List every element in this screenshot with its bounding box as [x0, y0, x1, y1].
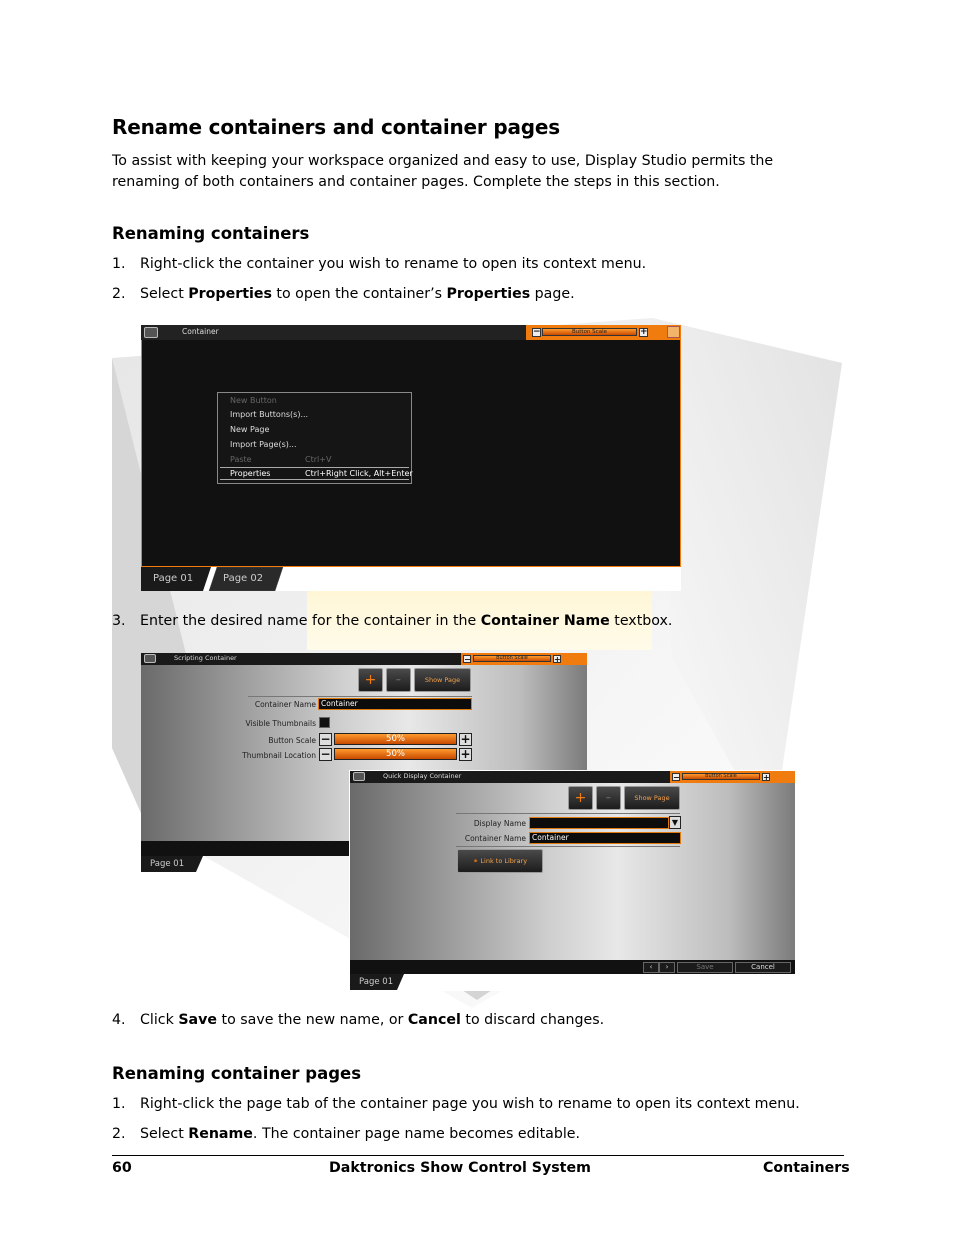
scale-minus-button[interactable]: − [533, 327, 541, 337]
step-text: Right-click the page tab of the container page you wish to rename to open its context menu. [140, 1096, 800, 1112]
button-scale-slider[interactable]: Button Scale [542, 328, 637, 336]
window-icon [144, 654, 156, 663]
link-icon: ⚭ [472, 857, 481, 865]
thumbnail-location-label: Thumbnail Location [242, 751, 316, 760]
container-name-field[interactable]: Container [318, 698, 472, 710]
divider [456, 846, 680, 847]
menu-shortcut-properties: Ctrl+Right Click, Alt+Enter [305, 469, 413, 478]
step-text: Select [140, 286, 189, 302]
step-bold: Rename [188, 1126, 253, 1142]
tab-page-01[interactable]: Page 01 [150, 859, 185, 869]
scale-plus-button[interactable]: + [640, 327, 648, 337]
previous-arrow-button[interactable]: ‹ [643, 962, 659, 973]
add-page-button[interactable] [358, 668, 383, 692]
button-scale-plus[interactable]: + [460, 732, 471, 746]
maximize-icon[interactable] [667, 326, 680, 338]
menu-shortcut-paste: Ctrl+V [305, 455, 332, 464]
container-name-field[interactable]: Container [529, 832, 681, 844]
remove-page-icon: − [395, 676, 402, 684]
context-menu [217, 392, 412, 484]
window-titlebar [141, 325, 530, 340]
scale-minus-button[interactable]: − [673, 773, 680, 782]
step-4 [112, 1012, 604, 1028]
window-title: Scripting Container [174, 654, 237, 662]
menu-item-properties[interactable]: Properties [230, 469, 271, 478]
step-3 [112, 613, 672, 629]
step-number: 2. [112, 286, 126, 302]
step-bold: Cancel [407, 1012, 461, 1028]
step-text: Select [140, 1126, 189, 1142]
step-number: 2. [112, 1126, 126, 1142]
step-number: 4. [112, 1012, 126, 1028]
scale-plus-button[interactable]: + [763, 773, 770, 782]
thumbnail-location-bar[interactable]: 50% [334, 748, 457, 760]
divider [456, 813, 680, 814]
remove-page-button[interactable] [596, 786, 621, 810]
step-bold: Save [178, 1012, 217, 1028]
display-name-label: Display Name [473, 819, 526, 828]
section-heading-renaming-containers: Renaming containers [112, 224, 310, 243]
link-to-library-button[interactable] [457, 849, 543, 873]
page-number: 60 [112, 1160, 132, 1176]
window-title: Container [182, 327, 219, 336]
button-scale-label: Button Scale [268, 736, 316, 745]
panel-footer [141, 841, 352, 856]
save-button[interactable]: Save [677, 962, 733, 973]
button-scale-minus[interactable]: − [320, 732, 331, 746]
step-1 [112, 256, 646, 272]
footer-title: Daktronics Show Control System [329, 1160, 591, 1176]
step-2 [112, 286, 575, 302]
divider [248, 696, 472, 697]
button-scale-slider[interactable]: Button Scale [473, 655, 551, 662]
step-text: Click [140, 1012, 179, 1028]
window-titlebar [141, 653, 461, 665]
menu-item-import-buttons[interactable]: Import Buttons(s)... [230, 410, 309, 419]
window-title: Quick Display Container [383, 772, 462, 780]
add-page-button[interactable] [568, 786, 593, 810]
button-scale-bar[interactable]: 50% [334, 733, 457, 745]
tab-page-01[interactable]: Page 01 [153, 573, 194, 584]
step-bold: Properties [446, 286, 531, 302]
step-1-pages [112, 1096, 800, 1112]
tab-page-01[interactable]: Page 01 [359, 977, 394, 987]
remove-page-button[interactable] [386, 668, 411, 692]
next-arrow-button[interactable]: › [659, 962, 675, 973]
scale-minus-button[interactable]: − [464, 655, 471, 664]
visible-thumbnails-checkbox[interactable] [319, 717, 330, 728]
footer-section: Containers [763, 1160, 850, 1176]
step-number: 1. [112, 1096, 126, 1112]
step-text: page. [530, 286, 575, 302]
step-number: 3. [112, 613, 126, 629]
remove-page-icon: − [605, 794, 612, 802]
display-name-dropdown[interactable] [529, 817, 669, 829]
window-titlebar [350, 771, 670, 783]
step-text: to open the container’s [271, 286, 447, 302]
step-bold: Properties [188, 286, 272, 302]
step-text: Right-click the container you wish to rename to open its context menu. [140, 256, 647, 272]
visible-thumbnails-label: Visible Thumbnails [245, 719, 316, 728]
link-to-library-label: Link to Library [480, 857, 528, 865]
container-name-label: Container Name [464, 834, 526, 843]
menu-item-import-pages[interactable]: Import Page(s)... [230, 440, 297, 449]
section-heading-renaming-container-pages: Renaming container pages [112, 1064, 362, 1083]
thumbnail-location-plus[interactable]: + [460, 747, 471, 761]
dropdown-arrow-icon[interactable]: ▼ [669, 816, 681, 829]
cancel-button[interactable]: Cancel [735, 962, 791, 973]
menu-item-new-button[interactable]: New Button [230, 396, 277, 405]
thumbnail-location-minus[interactable]: − [320, 747, 331, 761]
step-number: 1. [112, 256, 126, 272]
window-icon [353, 772, 365, 781]
step-2-pages [112, 1126, 580, 1142]
footer-rule [112, 1155, 844, 1156]
button-scale-slider[interactable]: Button Scale [682, 773, 760, 780]
scale-plus-button[interactable]: + [554, 655, 561, 664]
menu-item-paste[interactable]: Paste [230, 455, 252, 464]
container-name-label: Container Name [254, 700, 316, 709]
show-page-button[interactable]: Show Page [414, 668, 471, 692]
add-page-icon: + [574, 790, 587, 806]
menu-item-new-page[interactable]: New Page [230, 425, 270, 434]
add-page-icon: + [364, 672, 377, 688]
step-text: to discard changes. [460, 1012, 605, 1028]
step-text: to save the new name, or [217, 1012, 408, 1028]
step-bold: Container Name [480, 613, 610, 629]
step-text: . The container page name becomes editable. [252, 1126, 581, 1142]
step-text: textbox. [609, 613, 673, 629]
show-page-button[interactable]: Show Page [624, 786, 680, 810]
step-text: Enter the desired name for the container in the [140, 613, 481, 629]
intro-paragraph: To assist with keeping your workspace organized and easy to use, Display Studio permits the renaming of both containers and container pages. Complete the steps in this section. [112, 153, 774, 190]
page-title: Rename containers and container pages [112, 115, 560, 139]
window-icon [144, 327, 158, 338]
tab-page-02[interactable]: Page 02 [223, 573, 264, 584]
